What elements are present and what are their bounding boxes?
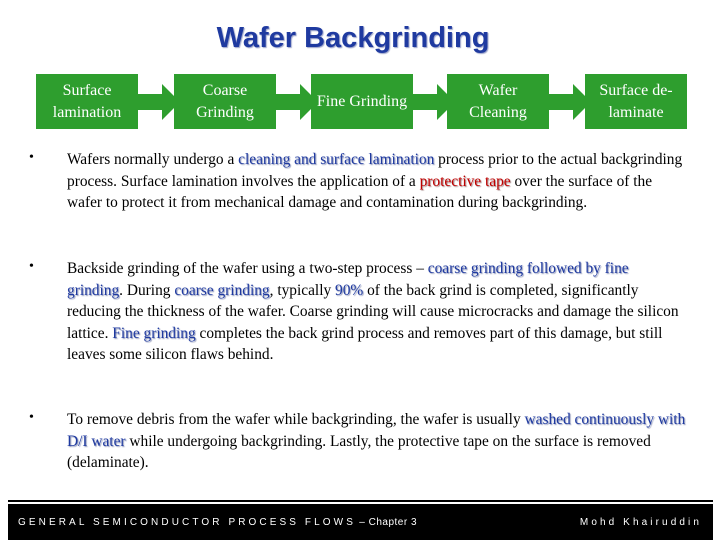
highlight-text: Fine grinding bbox=[112, 324, 196, 342]
process-step-surface-lamination: Surface lamination bbox=[36, 74, 138, 129]
process-step-fine-grinding: Fine Grinding bbox=[311, 74, 413, 129]
paragraph-text: completes the back grind process and removes part of this damage, but still leaves some silicon flaws behind. bbox=[67, 324, 663, 363]
bullet-icon: • bbox=[29, 150, 34, 165]
highlight-text-red: protective tape bbox=[419, 172, 511, 190]
paragraph-text: , typically bbox=[269, 281, 336, 299]
highlight-text: washed continuously with D/I water bbox=[67, 411, 686, 450]
process-step-surface-delaminate: Surface de-laminate bbox=[585, 74, 687, 129]
footer-chapter: – Chapter 3 bbox=[355, 517, 418, 528]
slide-title: Wafer Backgrinding bbox=[216, 22, 490, 54]
paragraph-text: To remove debris from the wafer while backgrinding, the wafer is usually bbox=[67, 411, 525, 428]
bullet-icon: • bbox=[29, 410, 34, 425]
paragraph-text: Wafers normally undergo a bbox=[67, 151, 239, 168]
paragraph-text: . During bbox=[119, 281, 175, 299]
paragraph-text: Backside grinding of the wafer using a two-step process – bbox=[67, 260, 428, 277]
footer-course-name: GENERAL SEMICONDUCTOR PROCESS FLOWS bbox=[18, 517, 356, 528]
footer-course-title bbox=[18, 517, 417, 528]
highlight-text: coarse grinding bbox=[174, 281, 270, 299]
paragraph-text: of the back grind is completed, significantly reducing the thickness of the wafer. Coarse grinding will cause microcracks and damage the silicon lattice. bbox=[67, 281, 679, 342]
process-step-wafer-cleaning: Wafer Cleaning bbox=[447, 74, 549, 129]
footer-divider bbox=[8, 500, 713, 502]
footer-author: Mohd Khairuddin bbox=[579, 517, 702, 528]
paragraph-text: while undergoing backgrinding. Lastly, the protective tape on the surface is removed (delaminate). bbox=[67, 432, 651, 471]
process-step-coarse-grinding: Coarse Grinding bbox=[174, 74, 276, 129]
paragraph-text: process prior to the actual backgrinding process. Surface lamination involves the application of a bbox=[67, 151, 683, 190]
highlight-text: 90% bbox=[335, 281, 364, 299]
bullet-paragraph-lamination bbox=[67, 149, 687, 214]
highlight-text: coarse grinding followed by fine grinding bbox=[67, 260, 629, 299]
bullet-icon: • bbox=[29, 259, 34, 274]
highlight-text: cleaning and surface lamination bbox=[238, 151, 435, 168]
paragraph-text: over the surface of the wafer to protect it from mechanical damage and contamination during backgrinding. bbox=[67, 172, 653, 211]
bullet-paragraph-grinding bbox=[67, 258, 687, 366]
bullet-paragraph-cleaning bbox=[67, 409, 687, 474]
